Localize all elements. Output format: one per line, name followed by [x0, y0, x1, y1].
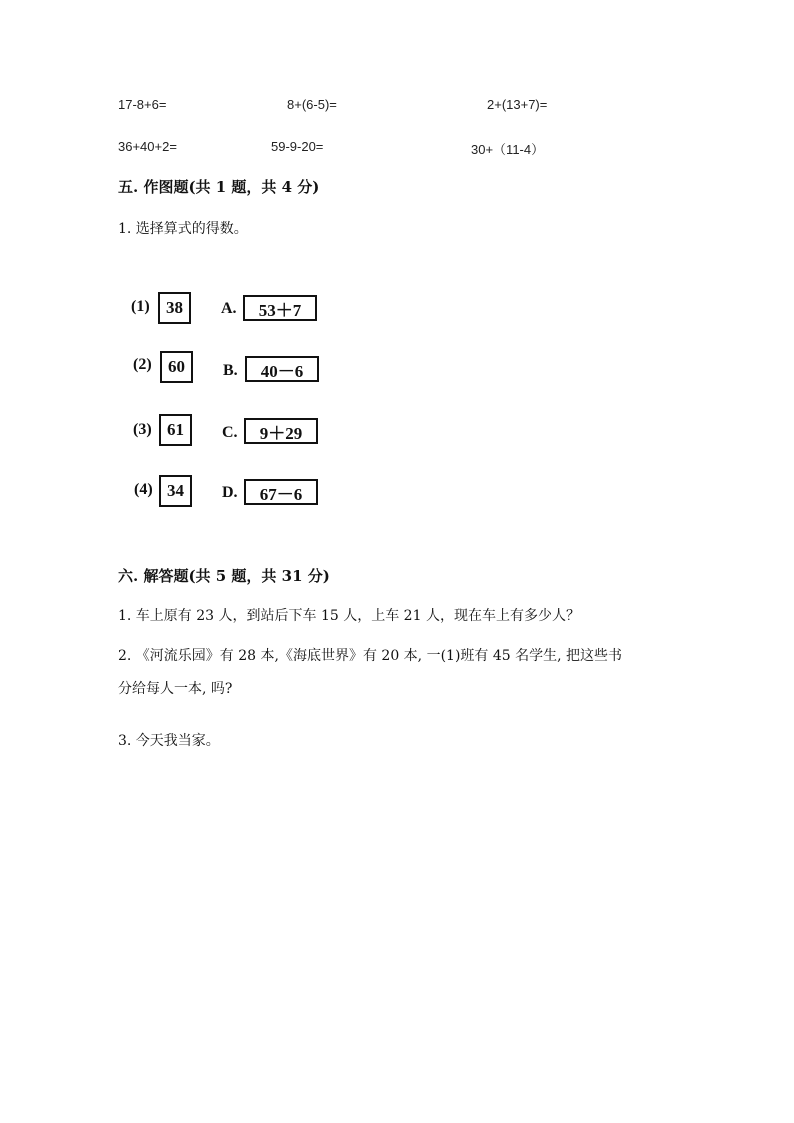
question-text: 2. 《河流乐园》有 28 本,《海底世界》有 20 本, 一(1)班有 45 名学生, 把这些书 [118, 648, 623, 664]
item-label: (4) [134, 481, 153, 498]
expression-box: 67－6 [244, 479, 318, 505]
question-text: 1. 车上原有 23 人，到站后下车 15 人，上车 21 人，现在车上有多少人？ [118, 608, 580, 624]
equation: 36+40+2= [118, 139, 177, 154]
item-label: (2) [133, 356, 152, 373]
section-heading-answer: 六. 解答题(共 5 题，共 31 分) [118, 567, 330, 585]
equation: 59-9-20= [271, 139, 324, 154]
question-text: 1. 选择算式的得数。 [118, 221, 248, 237]
section-heading-drawing: 五. 作图题(共 1 题，共 4 分) [118, 178, 320, 196]
option-label: B. [223, 362, 238, 379]
question-text-continued: 分给每人一本, 吗? [118, 681, 233, 697]
option-label: A. [221, 300, 237, 317]
equation: 2+(13+7)= [487, 97, 548, 112]
item-label: (1) [131, 298, 150, 315]
number-box: 60 [160, 351, 193, 383]
item-label: (3) [133, 421, 152, 438]
number-box: 34 [159, 475, 192, 507]
expression-box: 53＋7 [243, 295, 317, 321]
number-box: 61 [159, 414, 192, 446]
option-label: C. [222, 424, 238, 441]
option-label: D. [222, 484, 238, 501]
question-text: 3. 今天我当家。 [118, 733, 220, 749]
expression-box: 40－6 [245, 356, 319, 382]
equation: 30+（11-4） [471, 142, 545, 157]
equation: 17-8+6= [118, 97, 167, 112]
number-box: 38 [158, 292, 191, 324]
expression-box: 9＋29 [244, 418, 318, 444]
equation: 8+(6-5)= [287, 97, 337, 112]
